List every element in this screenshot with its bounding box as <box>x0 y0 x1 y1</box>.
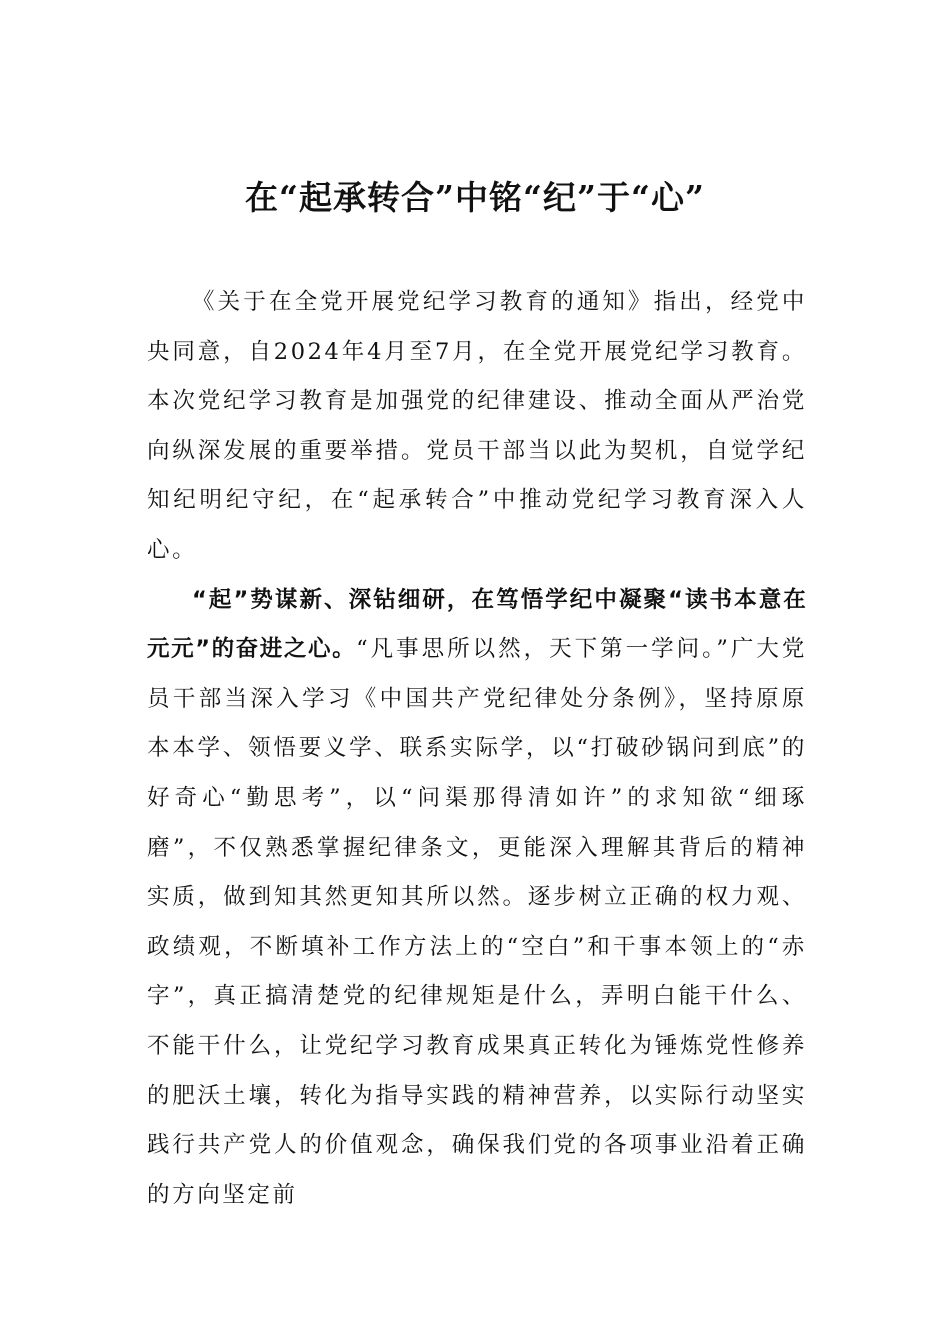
paragraph-qi-text: “凡事思所以然，天下第一学问。”广大党员干部当深入学习《中国共产党纪律处分条例》，坚持原原本本学、领悟要义学、联系实际学，以“打破砂锅问到底”的好奇心“勤思考”，以“问渠那得清如许”的求知欲“细琢磨”，不仅熟悉掌握纪律条文，更能深入理解其背后的精神实质，做到知其然更知其所以然。逐步树立正确的权力观、政绩观，不断填补工作方法上的“空白”和干事本领上的“赤字”，真正搞清楚党的纪律规矩是什么，弄明白能干什么、不能干什么，让党纪学习教育成果真正转化为锤炼党性修养的肥沃土壤，转化为指导实践的精神营养，以实际行动坚实践行共产党人的价值观念，确保我们党的各项事业沿着正确的方向坚定前 <box>147 636 807 1208</box>
paragraph-intro <box>147 278 807 576</box>
paragraph-intro-text: 《关于在全党开展党纪学习教育的通知》指出，经党中央同意，自2024年4月至7月，在全党开展党纪学习教育。本次党纪学习教育是加强党的纪律建设、推动全面从严治党向纵深发展的重要举措。党员干部当以此为契机，自觉学纪知纪明纪守纪，在“起承转合”中推动党纪学习教育深入人心。 <box>147 289 807 563</box>
paragraph-qi <box>147 576 807 1221</box>
paragraph-qi-lead: “起”势谋新、深钻细研，在笃悟学纪中凝聚“读书本意在元元”的奋进之心。 <box>147 586 807 663</box>
document-title: 在“起承转合”中铭“纪”于“心” <box>245 178 705 217</box>
document-body <box>147 278 807 1220</box>
